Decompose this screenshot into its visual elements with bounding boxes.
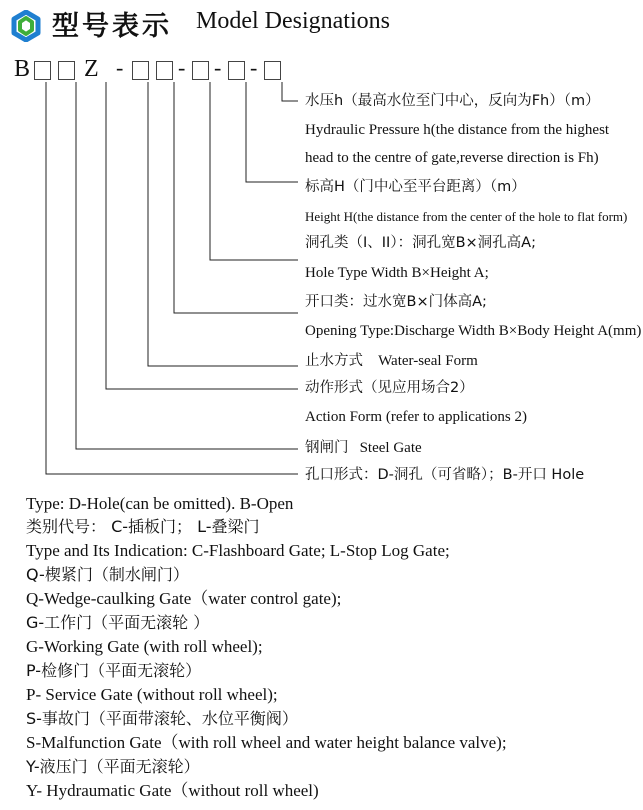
code-dash-4: - — [250, 55, 258, 80]
list-line-13: Y- Hydraumatic Gate（without roll wheel) — [26, 781, 319, 800]
label-action-en: Action Form (refer to applications 2) — [305, 409, 528, 425]
label-opening-cn: 开口类：过水宽B×门体高A; — [305, 294, 487, 310]
label-seal — [305, 350, 478, 370]
label-height-cn: 标高H（门中心至平台距离）（m） — [305, 179, 526, 195]
label-form-cn: 孔口形式：D-洞孔（可省略）；B-开口 Hole — [305, 467, 585, 483]
label-height-en: Height H(the distance from the center of the hole to flat form) — [305, 209, 628, 224]
label-pressure-en-2: head to the centre of gate,reverse direction is Fh) — [305, 150, 599, 166]
label-steel-cn: 钢闸门 — [305, 440, 349, 456]
page-title-en: Model Designations — [196, 8, 390, 34]
list-line-5: Q-Wedge-caulking Gate（water control gate); — [26, 589, 342, 608]
label-opening-en: Opening Type:Discharge Width B×Body Height A(mm) — [305, 323, 642, 339]
page-title-cn: 型号表示 — [52, 11, 172, 42]
list-line-1: Type: D-Hole(can be omitted). B-Open — [26, 494, 294, 513]
list-line-11: S-Malfunction Gate（with roll wheel and water height balance valve); — [26, 733, 507, 752]
list-line-6: G-工作门（平面无滚轮 ） — [26, 613, 210, 632]
label-steel-en: Steel Gate — [359, 440, 422, 456]
code-middle: Z — [84, 56, 99, 82]
label-hole-en: Hole Type Width B×Height A; — [305, 265, 489, 281]
label-seal-en: Water-seal Form — [378, 353, 478, 369]
label-action-cn: 动作形式（见应用场合2） — [305, 380, 474, 396]
label-pressure-en-1: Hydraulic Pressure h(the distance from the highest — [305, 122, 610, 138]
code-dash-1: - — [116, 55, 124, 80]
code-dash-3: - — [214, 55, 222, 80]
list-line-4: Q-楔紧门（制水闸门） — [26, 565, 189, 584]
list-line-2: 类别代号： C-插板门； L-叠梁门 — [26, 517, 260, 536]
list-line-8: P-检修门（平面无滚轮） — [26, 661, 202, 680]
label-steel — [305, 437, 422, 457]
list-line-12: Y-液压门（平面无滚轮） — [26, 757, 200, 776]
label-hole-cn: 洞孔类（I、II）：洞孔宽B×洞孔高A; — [305, 235, 536, 251]
list-line-3: Type and Its Indication: C-Flashboard Gate; L-Stop Log Gate; — [26, 541, 450, 560]
list-line-7: G-Working Gate (with roll wheel); — [26, 637, 263, 656]
code-dash-2: - — [178, 55, 186, 80]
list-line-9: P- Service Gate (without roll wheel); — [26, 685, 278, 704]
label-pressure-cn: 水压h（最高水位至门中心，反向为Fh）（m） — [305, 93, 600, 109]
list-line-10: S-事故门（平面带滚轮、水位平衡阀） — [26, 709, 298, 728]
code-prefix: B — [14, 56, 31, 82]
label-seal-cn: 止水方式 — [305, 353, 363, 369]
